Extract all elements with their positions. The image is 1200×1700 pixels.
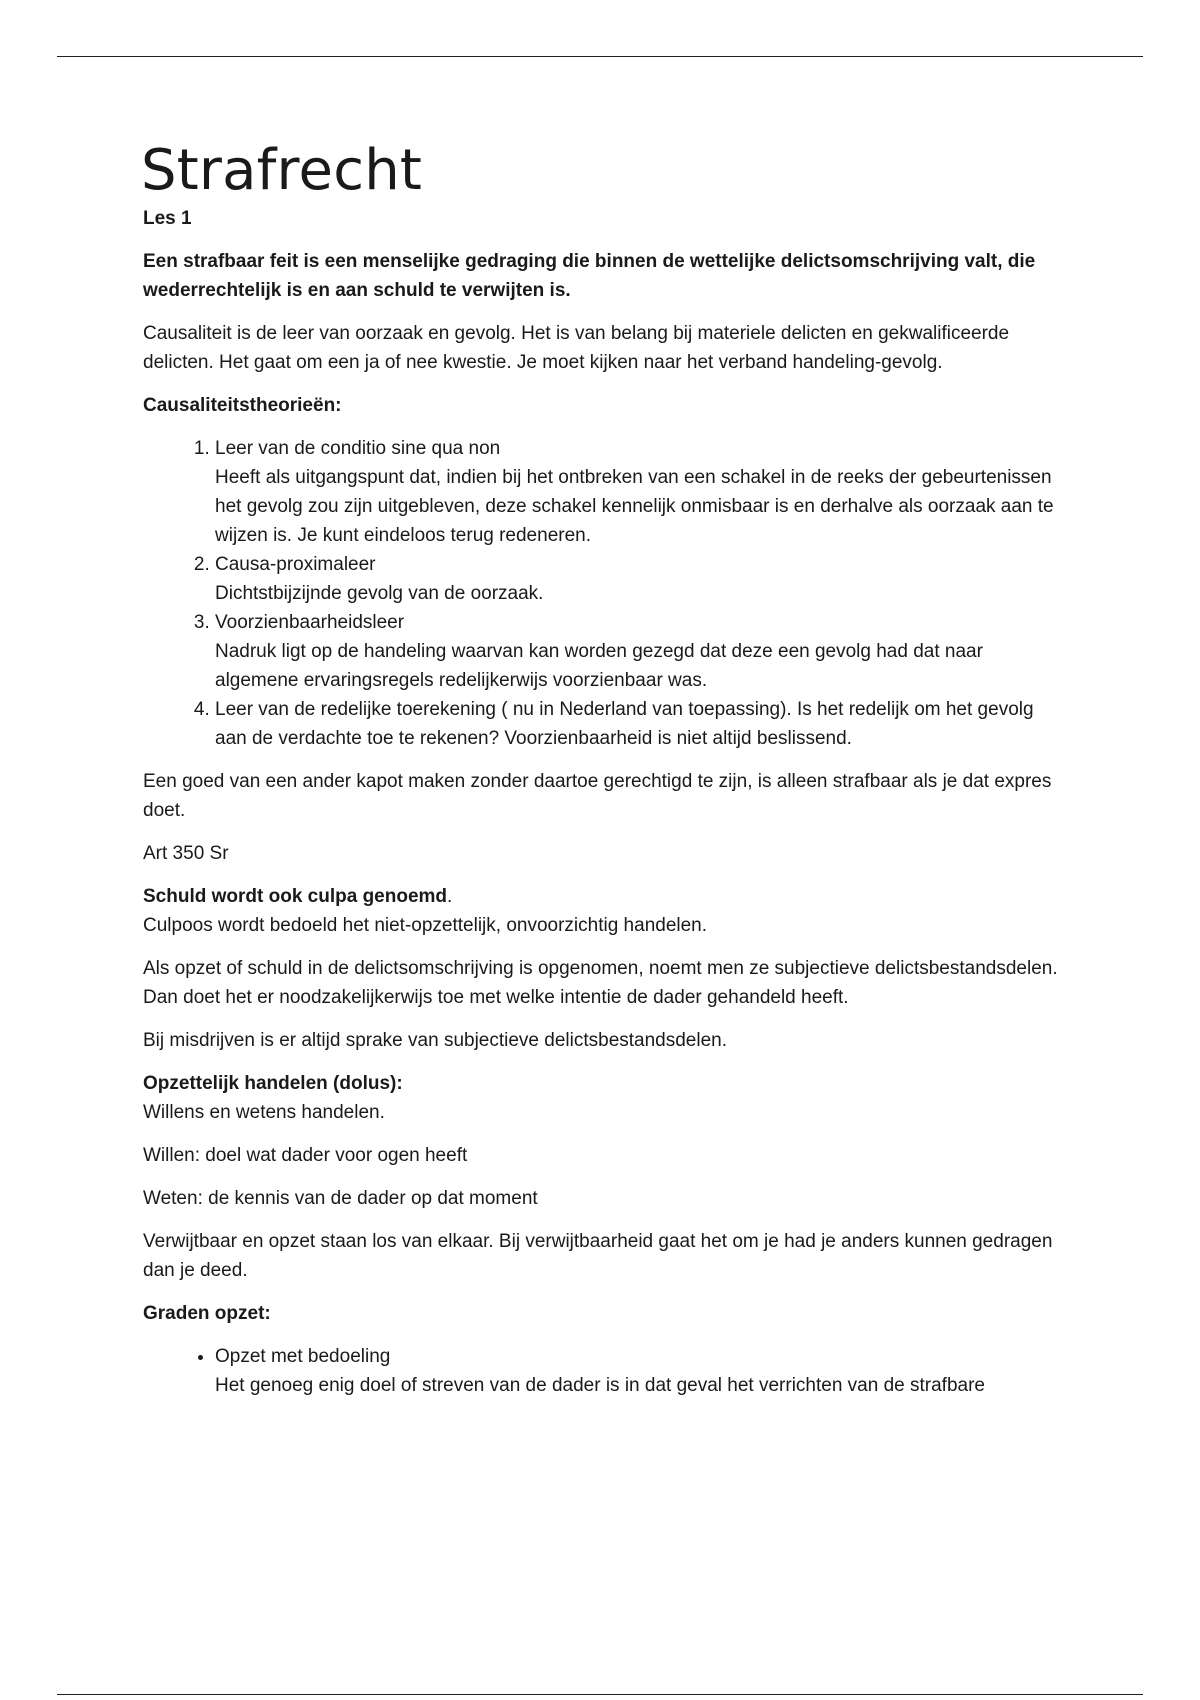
theory-name: 4. Leer van de redelijke toerekening ( nu in Nederland van toepassing). Is het redelijk om het gevolg aan de verdachte toe te rekenen? Voorzienbaarheid is niet altijd beslissend. bbox=[215, 699, 1034, 749]
theory-description: Heeft als uitgangspunt dat, indien bij het ontbreken van een schakel in de reeks der gebeurtenissen het gevolg zou zijn uitgebleven, deze schakel kennelijk onmisbaar is en derhalve als oorzaak aan te wijzen is. Je kunt eindeloos terug redeneren. bbox=[215, 467, 1054, 546]
definition-paragraph: Een strafbaar feit is een menselijke gedraging die binnen de wettelijke delictsomschrijving valt, die wederrechtelijk is en aan schuld te verwijten is. bbox=[143, 251, 1036, 301]
top-rule bbox=[57, 56, 1143, 57]
bottom-rule bbox=[57, 1694, 1143, 1695]
theory-name: 1. Leer van de conditio sine qua non bbox=[215, 438, 501, 459]
graden-name: • Opzet met bedoeling bbox=[215, 1346, 391, 1367]
theory-description: Dichtstbijzijnde gevolg van de oorzaak. bbox=[215, 583, 544, 604]
list-item bbox=[215, 1342, 1063, 1400]
dolus-text: Willens en wetens handelen. bbox=[143, 1102, 385, 1123]
theory-name: 2. Causa-proximaleer bbox=[215, 554, 376, 575]
misdrijven-paragraph: Bij misdrijven is er altijd sprake van subjectieve delictsbestandsdelen. bbox=[143, 1030, 728, 1051]
goed-paragraph: Een goed van een ander kapot maken zonder daartoe gerechtigd te zijn, is alleen strafbaar als je dat expres doet. bbox=[143, 771, 1052, 821]
graden-list bbox=[143, 1342, 1063, 1400]
causaliteit-paragraph: Causaliteit is de leer van oorzaak en gevolg. Het is van belang bij materiele delicten en gekwalificeerde delicten. Het gaat om een ja of nee kwestie. Je moet kijken naar het verband handeling-gevolg. bbox=[143, 323, 1010, 373]
lesson-label: Les 1 bbox=[143, 208, 192, 229]
document-title: Strafrecht bbox=[141, 138, 423, 203]
theories-list bbox=[143, 434, 1063, 753]
schuld-paragraph bbox=[143, 882, 1063, 940]
graden-heading: Graden opzet: bbox=[143, 1303, 271, 1324]
theory-description: Nadruk ligt op de handeling waarvan kan worden gezegd dat deze een gevolg had dat naar algemene ervaringsregels redelijkerwijs voorzienbaar was. bbox=[215, 641, 983, 691]
dolus-paragraph bbox=[143, 1069, 1063, 1127]
list-item bbox=[215, 434, 1063, 550]
document-body bbox=[143, 138, 1063, 1414]
schuld-heading: Schuld wordt ook culpa genoemd bbox=[143, 886, 448, 907]
graden-description: Het genoeg enig doel of streven van de dader is in dat geval het verrichten van de strafbare bbox=[215, 1375, 985, 1396]
list-item bbox=[215, 608, 1063, 695]
article-reference: Art 350 Sr bbox=[143, 843, 229, 864]
theory-name: 3. Voorzienbaarheidsleer bbox=[215, 612, 405, 633]
opzet-schuld-paragraph: Als opzet of schuld in de delictsomschrijving is opgenomen, noemt men ze subjectieve delictsbestandsdelen. Dan doet het er noodzakelijkerwijs toe met welke intentie de dader gehandeld heeft. bbox=[143, 958, 1058, 1008]
verwijtbaar-paragraph: Verwijtbaar en opzet staan los van elkaar. Bij verwijtbaarheid gaat het om je had je anders kunnen gedragen dan je deed. bbox=[143, 1231, 1053, 1281]
list-item bbox=[215, 695, 1063, 753]
culpoos-text: Culpoos wordt bedoeld het niet-opzettelijk, onvoorzichtig handelen. bbox=[143, 915, 708, 936]
schuld-period: . bbox=[447, 886, 453, 907]
list-item bbox=[215, 550, 1063, 608]
dolus-heading: Opzettelijk handelen (dolus): bbox=[143, 1073, 403, 1094]
weten-paragraph: Weten: de kennis van de dader op dat moment bbox=[143, 1188, 538, 1209]
theories-heading: Causaliteitstheorieën: bbox=[143, 395, 342, 416]
willen-paragraph: Willen: doel wat dader voor ogen heeft bbox=[143, 1145, 468, 1166]
